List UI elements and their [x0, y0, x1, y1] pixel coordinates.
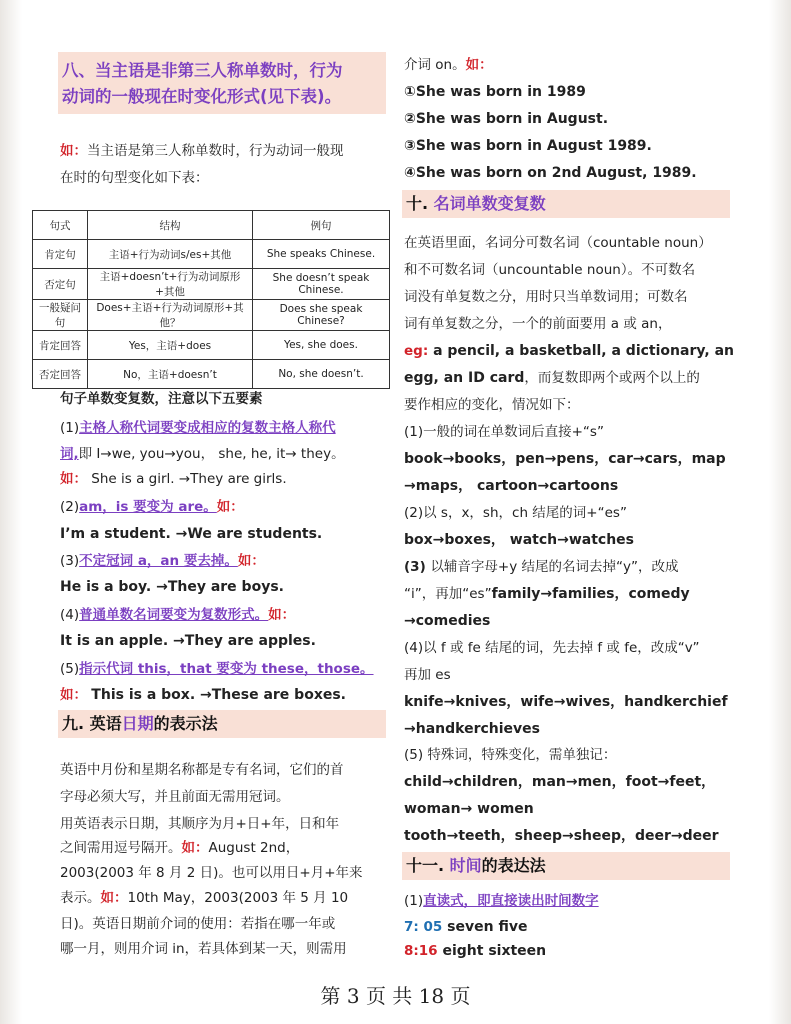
rule-5-title: 指示代词 this，that 要变为 these，those。: [79, 661, 374, 677]
plural-rule-1-example-1: book→books，pen→pens，car→cars，map: [404, 451, 726, 467]
intro-text-1: 当主语是第三人称单数时，行为动词一般现: [87, 143, 344, 159]
section-9-heading: [58, 710, 386, 738]
noun-para-7: 要作相应的变化，情况如下：: [404, 397, 580, 413]
table-row: [33, 331, 390, 360]
rule-5-example-text: This is a box. →These are boxes.: [91, 687, 346, 703]
page-shadow-left: [0, 0, 22, 1024]
page-shadow-right: [769, 0, 791, 1024]
example-marker: 如：: [60, 687, 87, 703]
time-rule-1: [404, 888, 599, 915]
plural-rule-1-example-2: →maps， cartoon→cartoons: [404, 478, 619, 494]
section-10-heading: [402, 190, 730, 218]
plural-rule-4-line-1: (4)以 f 或 fe 结尾的词，先去掉 f 或 fe，改成“v”: [404, 640, 700, 656]
date-para-3: 用英语表示日期，其顺序为月+日+年，日和年: [60, 816, 340, 832]
section-10-title: 名词单数变复数: [433, 194, 546, 213]
rule-5-line: [60, 656, 374, 683]
rule-3-example: He is a boy. →They are boys.: [60, 579, 284, 595]
example-marker: 如：: [60, 143, 87, 159]
table-cell: 主语+doesn’t+行为动词原形+其他: [88, 269, 253, 300]
continuation-text: 介词 on。: [404, 57, 466, 73]
noun-para-1: 在英语里面，名词分可数名词（countable noun）: [404, 235, 712, 251]
table-row: [33, 300, 390, 331]
plural-rule-3-text-2: “i”，再加“es”: [404, 586, 492, 602]
table-cell: No，主语+doesn’t: [88, 360, 253, 389]
rule-1-title-end: 词,: [60, 446, 79, 462]
section-9-highlight: 日期: [121, 714, 154, 733]
table-header-cell: 结构: [88, 211, 253, 240]
table-cell: 否定回答: [33, 360, 88, 389]
rule-2-number: (2): [60, 499, 80, 515]
time-rule-1-title: 直读式，即直接读出时间数字: [423, 893, 599, 909]
rule-2-example: I’m a student. →We are students.: [60, 526, 323, 542]
section-10-number: 十.: [406, 194, 434, 213]
date-para-6-text: 表示。: [60, 890, 101, 906]
time-reading-1: seven five: [442, 919, 528, 935]
table-row: [33, 360, 390, 389]
born-example-2: ②She was born in August.: [404, 111, 609, 127]
born-example-3: ③She was born in August 1989.: [404, 138, 652, 154]
table-cell: Does+主语+行为动词原形+其他？: [88, 300, 253, 331]
table-cell: She doesn’t speak Chinese.: [253, 269, 390, 300]
table-row: [33, 269, 390, 300]
date-para-2: 字母必须大写，并且前面无需用冠词。: [60, 789, 290, 805]
continuation-line: [404, 52, 493, 79]
plural-rule-4-example-1: knife→knives，wife→wives，handkerchief: [404, 694, 728, 710]
time-example-2: [404, 938, 546, 965]
table-cell: 否定句: [33, 269, 88, 300]
plural-rule-5-example-2: woman→ women: [404, 801, 534, 817]
rule-3-line: [60, 548, 265, 575]
table-header-cell: 例句: [253, 211, 390, 240]
noun-para-2: 和不可数名词（uncountable noun）。不可数名: [404, 262, 696, 278]
noun-para-4: 词有单复数之分，一个的前面要用 a 或 an，: [404, 316, 672, 332]
noun-para-6: [404, 365, 700, 392]
rule-4-line: [60, 602, 295, 629]
example-marker: 如：: [100, 890, 128, 906]
example-marker: 如：: [60, 471, 87, 487]
born-example-1: ①She was born in 1989: [404, 84, 586, 100]
plural-rule-3-example-2: →comedies: [404, 613, 491, 629]
rule-4-title: 普通单数名词要变为复数形式。: [79, 607, 269, 623]
time-value-2: 8:16: [404, 943, 438, 959]
table-header-cell: 句式: [33, 211, 88, 240]
rule-5-example: [60, 682, 346, 709]
plural-rule-2-example: box→boxes， watch→watches: [404, 532, 635, 548]
born-example-4: ④She was born on 2nd August, 1989.: [404, 165, 697, 181]
rule-3-title: 不定冠词 a，an 要去掉。: [79, 553, 238, 569]
example-marker: 如：: [465, 57, 493, 73]
noun-examples-1: a pencil, a basketball, a dictionary, an: [428, 343, 735, 359]
rule-2-title: am，is 要变为 are。: [79, 499, 217, 515]
noun-para-3: 词没有单复数之分，用时只当单数词用；可数名: [404, 289, 688, 305]
table-cell: Yes，主语+does: [88, 331, 253, 360]
rule-1-number: (1): [60, 420, 80, 436]
rules-title: 句子单数变复数，注意以下五要素: [60, 391, 263, 407]
date-para-6-example: 10th May，2003(2003 年 5 月 10: [127, 890, 349, 906]
date-para-5: 2003(2003 年 8 月 2 日)。也可以用日+月+年来: [60, 865, 363, 881]
rule-1-example: [60, 466, 287, 493]
section-8-title-1: 八、当主语是非第三人称单数时，行为: [62, 61, 343, 80]
plural-rule-3-number: (3): [404, 559, 431, 575]
table-cell: 主语+行为动词s/es+其他: [88, 240, 253, 269]
date-para-4: [60, 835, 299, 862]
time-rule-1-number: (1): [404, 893, 424, 909]
table-row: [33, 240, 390, 269]
noun-para-5: [404, 338, 734, 365]
plural-rule-5-example-3: tooth→teeth，sheep→sheep，deer→deer: [404, 828, 719, 844]
example-marker: 如：: [181, 840, 209, 856]
rule-1-line-1: [60, 415, 336, 442]
section-11-title-rest: 的表达法: [481, 856, 546, 875]
example-marker: 如：: [216, 499, 244, 515]
rule-3-number: (3): [60, 553, 80, 569]
section-8-line1: [62, 58, 382, 84]
table-cell: She speaks Chinese.: [253, 240, 390, 269]
plural-rule-4-example-2: →handkerchieves: [404, 721, 540, 737]
date-para-7: 日)。英语日期前介词的使用：若指在哪一年或: [60, 916, 336, 932]
noun-examples-2: egg, an ID card: [404, 370, 525, 386]
table-cell: 肯定句: [33, 240, 88, 269]
rule-1-example-text: She is a girl. →They are girls.: [91, 471, 287, 487]
section-11-number: 十一.: [406, 856, 450, 875]
date-para-1: 英语中月份和星期名称都是专有名词，它们的首: [60, 762, 344, 778]
rule-4-example: It is an apple. →They are apples.: [60, 633, 316, 649]
intro-line-2: [60, 165, 209, 192]
date-para-4-example: August 2nd，: [208, 840, 300, 856]
table-cell: No, she doesn’t.: [253, 360, 390, 389]
time-value-1: 7: 05: [404, 919, 443, 935]
rule-1-title: 主格人称代词要变成相应的复数主格人称代: [79, 420, 336, 436]
section-8-heading: [58, 52, 386, 114]
table-cell: Does she speak Chinese?: [253, 300, 390, 331]
plural-rule-3-example-1: family→families，comedy: [491, 586, 690, 602]
table-cell: Yes, she does.: [253, 331, 390, 360]
table-header-row: [33, 211, 390, 240]
example-marker: 如：: [268, 607, 296, 623]
plural-rule-5: (5) 特殊词，特殊变化，需单独记：: [404, 747, 617, 763]
section-11-highlight: 时间: [449, 856, 482, 875]
section-8-title-2: 动词的一般现在时变化形式(见下表)。: [62, 87, 342, 106]
plural-rule-3-line-2: [404, 581, 690, 608]
time-example-1: [404, 914, 527, 941]
rule-2-line: [60, 494, 244, 521]
grammar-table: [32, 210, 390, 389]
plural-rule-4-line-2: 再加 es: [404, 667, 451, 683]
rule-5-number: (5): [60, 661, 80, 677]
plural-rule-5-example-1: child→children，man→men，foot→feet，: [404, 774, 716, 790]
plural-rule-2: (2)以 s，x，sh，ch 结尾的词+“es”: [404, 505, 627, 521]
eg-marker: eg:: [404, 343, 429, 359]
plural-rule-1: (1)一般的词在单数词后直接+“s”: [404, 424, 604, 440]
page-footer: 第 3 页 共 18 页: [320, 984, 471, 1008]
date-para-8: 哪一月，则用介词 in，若具体到某一天，则需用: [60, 941, 347, 957]
date-para-6: [60, 885, 348, 912]
rule-1-line-2: [60, 441, 345, 468]
plural-rule-3-text: 以辅音字母+y 结尾的名词去掉“y”，改成: [430, 559, 679, 575]
rule-4-number: (4): [60, 607, 80, 623]
example-marker: 如：: [237, 553, 265, 569]
table-cell: 一般疑问句: [33, 300, 88, 331]
intro-line-1: [60, 138, 344, 165]
time-reading-2: eight sixteen: [437, 943, 547, 959]
rule-1-detail: 即 I→we, you→you， she, he, it→ they。: [78, 446, 345, 462]
intro-text-2: 在时的句型变化如下表：: [60, 170, 209, 186]
table-cell: 肯定回答: [33, 331, 88, 360]
section-9-number: 九. 英语: [62, 714, 122, 733]
section-9-title-rest: 的表示法: [153, 714, 218, 733]
section-11-heading: [402, 852, 730, 880]
date-para-4-text: 之间需用逗号隔开。: [60, 840, 182, 856]
plural-rule-3-line-1: [404, 554, 679, 581]
section-8-line2: [62, 84, 382, 110]
noun-para-6-text: ，而复数即两个或两个以上的: [524, 370, 700, 386]
